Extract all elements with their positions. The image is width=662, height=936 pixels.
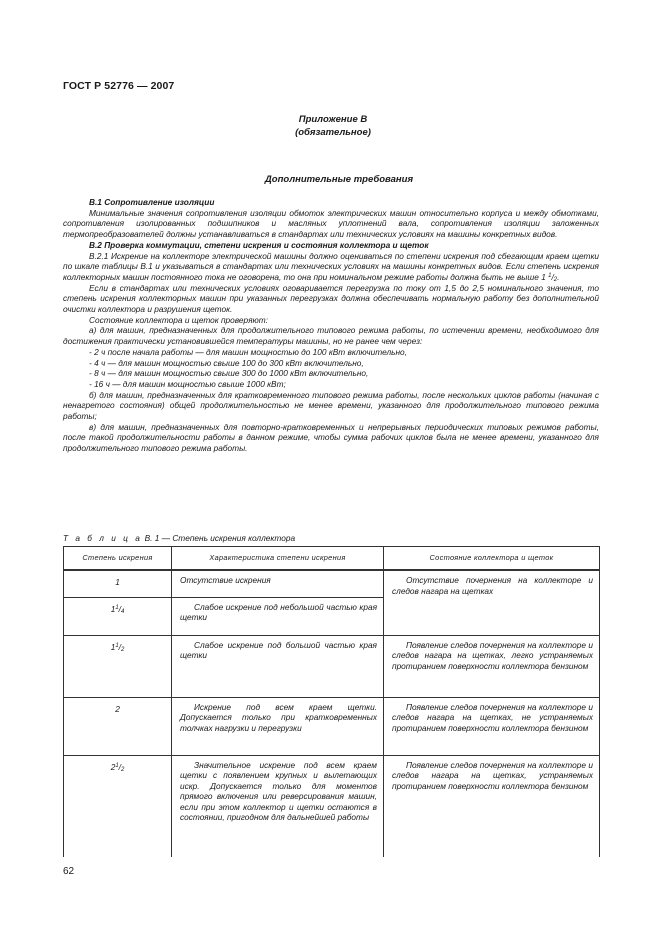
table-row xyxy=(64,570,600,597)
degree-sub: 2 xyxy=(120,766,125,773)
state-text: Отсутствие почернения на коллекторе и следов нагара на щетках xyxy=(392,575,593,596)
table-row xyxy=(64,635,600,697)
table-caption xyxy=(63,533,295,543)
list-item: - 8 ч — для машин мощностью свыше 300 до 1000 кВт включительно, xyxy=(89,368,369,379)
characteristic-text: Слабое искрение под большой частью края щетки xyxy=(180,639,377,661)
standard-header: ГОСТ Р 52776 — 2007 xyxy=(63,80,175,92)
table-row xyxy=(64,755,600,857)
b2-p1-end: . xyxy=(557,271,560,282)
appendix-status: (обязательное) xyxy=(295,127,371,138)
state-cell xyxy=(384,755,600,857)
b1-heading: В.1 Сопротивление изоляции xyxy=(89,197,215,207)
b2-p1-text: В.2.1 Искрение на коллекторе электрической машины должно оцениваться по степени искрения под сбегающим краем щетки по шкале таблицы В.1 и указываться в стандартах или технических условиях на машины конкретных видов. Если степень искрения коллекторных машин постоянного тока не оговорена, то она при номинальном режиме работы должна быть не выше 1 xyxy=(63,250,599,282)
degree-sub: 4 xyxy=(120,608,125,615)
table-caption-text: В. 1 — Степень искрения коллектора xyxy=(142,533,296,543)
b1-text: Минимальные значения сопротивления изоляции обмоток электрических машин относительно корпуса и между обмотками, сопротивления изолированных подшипников и масляных уплотнений вала, сопротивления изоляции заложенных термопреобразователей должны устанавливаться в стандартах или технических условиях на машины конкретных видов. xyxy=(63,207,599,240)
degree-sup: 1 xyxy=(115,762,119,769)
degree-cell: $1^1/_2$ xyxy=(64,635,172,697)
degree-sup: 1 xyxy=(115,604,119,611)
state-text: Появление следов почернения на коллекторе и следов нагара на щетках, устраняемых протиранием поверхности коллектора бензином xyxy=(392,759,593,791)
characteristic-cell xyxy=(172,597,384,635)
state-cell xyxy=(384,697,600,755)
b2-p1-sub: 2 xyxy=(553,276,558,283)
list-item: - 4 ч — для машин мощностью свыше 100 до 300 кВт включительно, xyxy=(89,357,364,368)
b2-paragraph-3: Состояние коллектора и щеток проверяют: xyxy=(89,314,268,325)
b2-paragraph-4: а) для машин, предназначенных для продолжительного типового режима работы, по истечении времени, необходимого для достижения практически установившейся температуры машины, но не ранее чем через: xyxy=(63,325,599,347)
header-degree: Степень искрения xyxy=(64,547,172,571)
degree-cell: $2^1/_2$ xyxy=(64,755,172,857)
appendix-title: Приложение В xyxy=(298,114,368,125)
characteristic-cell xyxy=(172,635,384,697)
body-text xyxy=(63,197,599,454)
sparking-degree-table xyxy=(63,546,600,857)
characteristic-text: Слабое искрение под небольшой частью края щетки xyxy=(180,601,377,623)
degree-sub: 2 xyxy=(120,646,125,653)
degree-whole: 1 xyxy=(110,641,116,652)
state-cell xyxy=(384,570,600,635)
b2-heading: В.2 Проверка коммутации, степени искрения и состояния коллектора и щеток xyxy=(89,239,429,250)
state-text: Появление следов почернения на коллекторе и следов нагара на щетках, легко устраняемых протиранием поверхности коллектора бензином xyxy=(392,639,593,671)
characteristic-text: Значительное искрение под всем краем щетки с появлением крупных и вылетающих искр. Допускается только для моментов прямого включения или реверсирования машин, если при этом коллектор и щетки остаются в состоянии, пригодном для дальнейшей работы xyxy=(180,759,377,823)
section-title: Дополнительные требования xyxy=(264,174,414,185)
state-text: Появление следов почернения на коллекторе и следов нагара на щетках, не устраняемых протиранием поверхности коллектора бензином xyxy=(392,701,593,733)
header-characteristic: Характеристика степени искрения xyxy=(172,547,384,571)
characteristic-cell xyxy=(172,755,384,857)
characteristic-text: Искрение под всем краем щетки. Допускается только при кратковременных толчках нагрузки и перегрузки xyxy=(180,701,377,733)
degree-cell: $1^1/_4$ xyxy=(64,597,172,635)
list-item: - 16 ч — для машин мощностью свыше 1000 кВт; xyxy=(89,378,286,389)
b2-paragraph-1: В.2.1 Искрение на коллекторе электрической машины должно оцениваться по степени искрения под сбегающим краем щетки по шкале таблицы В.1 и указываться в стандартах или технических условиях на машины конкретных видов. Если степень искрения коллекторных машин постоянного тока не оговорена, то она при номинальном режиме работы должна быть не выше 1 $^1/_2$. xyxy=(63,250,599,283)
degree-cell: 1 xyxy=(64,570,172,597)
degree-whole: 2 xyxy=(110,761,116,772)
b2-paragraph-5: б) для машин, предназначенных для кратковременного типового режима работы, после нескольких циклов работы (начиная с ненагретого состояния) общей продолжительностью не менее времени, указанного для продолжительного типового режима работы; xyxy=(63,389,599,422)
degree-cell: 2 xyxy=(64,697,172,755)
state-cell xyxy=(384,635,600,697)
characteristic-cell xyxy=(172,697,384,755)
page-number: 62 xyxy=(63,866,75,877)
table-caption-prefix: Т а б л и ц а xyxy=(63,533,143,543)
header-state: Состояние коллектора и щеток xyxy=(384,547,600,571)
characteristic-cell: Отсутствие искрения xyxy=(172,570,384,597)
degree-whole: 1 xyxy=(110,603,116,614)
b2-paragraph-2: Если в стандартах или технических условиях оговаривается перегрузка по току от 1,5 до 2,5 номинального значения, то степень искрения коллекторных машин при указанных перегрузках должна обеспечивать нормальную работу без дополнительной очистки коллектора и разрушения щеток. xyxy=(63,282,599,315)
degree-sup: 1 xyxy=(115,642,119,649)
table-header-row xyxy=(64,547,600,571)
b2-paragraph-6: в) для машин, предназначенных для повторно-кратковременных и непрерывных периодических типовых режимов работы, после такой продолжительности работы в данном режиме, чтобы сумма рабочих циклов была не менее времени, указанного для продолжительного типового режима работы. xyxy=(63,421,599,454)
appendix-title-block xyxy=(0,113,662,139)
table-row xyxy=(64,697,600,755)
list-item: - 2 ч после начала работы — для машин мощностью до 100 кВт включительно, xyxy=(89,346,407,357)
b2-p1-sup: 1 xyxy=(548,272,552,279)
